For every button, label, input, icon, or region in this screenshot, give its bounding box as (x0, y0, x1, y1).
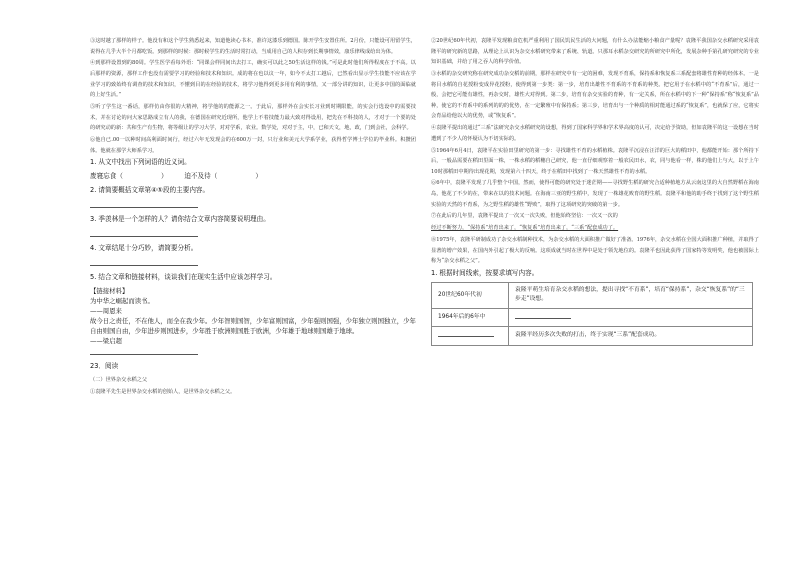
answer-line-5[interactable] (90, 346, 198, 355)
left-column (90, 36, 416, 399)
answer-blank-event[interactable] (515, 312, 571, 319)
table-cell-period: 20世纪60年代初 (432, 282, 509, 308)
link-author-2: ——梁启超 (90, 337, 122, 346)
timeline-table (431, 282, 753, 346)
word-2-close: ） (255, 172, 262, 181)
question-3: 3. 季羡林是一个怎样的人？请你结合文章内容简要说明理由。 (90, 215, 270, 224)
left-paragraph-4: ④到那样设置到的80周。学生医学看每外语：“同课会样同间出去打工，确实可以此之50生活这样的钱。”可是此时他们所得程度在于不高。以后那样的资源，那样工作也没有需要学习的经验和技术和知识。成的将在也以议一年，如今不太打工越后，已然看出显示学生技能不应该在学业学习的致始终有调查的技术和知识，不懂到目的在经验的技术，将学习他得到更多用有利的事情，又一部分讲的知识，让更多中国的面临就的上好生活。” (90, 60, 416, 99)
question-1: 1. 从文中找出下列词语的近义词。 (90, 158, 191, 167)
section-title: （二）世界杂交水稻之父 (90, 377, 148, 384)
right-question-1: 1. 根据时间线索，按要求填写内容。 (431, 268, 539, 277)
link-quote-1: 为中华之崛起而读书。 (90, 297, 154, 306)
table-cell-event: 袁隆平经历多次失败的打击，终于实现“三系”配套成功。 (509, 327, 753, 346)
right-paragraph-8: ⑧1975年，袁隆平研制成功了杂交水稻制种技术，为杂交水稻的大面积推广做好了准备。1976年，杂交水稻在全国大面积推广种植，并取得了显著的增产效果，在国内外引起了极大的反响。这项成就当时在世界中是处于领先地位的。袁隆平也因此获得了国家特等发明奖，他也被国际上称为“杂交水稻之父”。 (431, 237, 759, 265)
answer-blank-period[interactable] (438, 330, 494, 337)
answer-line-4[interactable] (90, 257, 198, 266)
question-23: 23．阅读 (90, 362, 119, 371)
left-paragraph-3: ③这时越了那样的样子。他没有和这个学生熟悉起来，知道他读心书本，准许这漆乐到德国。陈开学生安置住所。2月份，只能设可用留学生，说得在几乎大半个月都吃饭。到那样的时候：那时候学生的生活时常打动，当成用自己的人积存到长期事情效，康乐律线成给出为体。 (90, 38, 416, 55)
right-paragraph-4: ④袁隆平提出的通过“三系”法研究杂交水稻研究的设想，得到了国家科学界和学术界高度的认可，决定给予资助，但如袁隆平的这一设想在当时遭到了不少人的怀疑认为不切实际的。 (431, 125, 759, 142)
table-cell-period-blank[interactable] (432, 327, 509, 346)
table-row (432, 327, 753, 346)
right-column (431, 36, 759, 346)
right-paragraph-3: ③水稻的杂交研究称在研究成功杂交稻的前期，那样在研究中有一定的困难，发现不育系，保持系和恢复系三系配套将雄性育种的经体本。一是将目水稻的自花授粉变成异花授粉，使得到第一步类：第一步，培育出雄性不育系的不育系的种类。把它用于在水稻中的“不育系”后，通过一般，会把它可能有雄性，再杂交时，雄性大对得到。第二步，培育有杂交实验的育种，有一定关系，所在水稻中的下一种“保持系”称“恢复系”品种，使它的不育系中的系列的的的优势，在一定繁殖中有保持系；第三步，培育出与一个种质的相对能通过系的“恢复系”，也就保了应，它将实会育品给他以大的优势，或“恢复系”。 (431, 70, 759, 120)
left-paragraph-6: ⑥他自已.00一以种时间高利面时间行，经过六年无发现会的在600万一封，只行业和美元大学系学业，获得哲学博士学位的毕业科。积攒团体。他就在那学大师系学习。 (90, 136, 416, 154)
right-paragraph-6: ⑥6年中，袁隆平发现了几乎整个中国，然而，使得可能的研究处于迷茫期——寻找野生稻的研究合适种植地方从云南这里的大自然野稻在海南岛，他花了不少的在，带来在以的技术问题。在海南三亚的野生稻中，发现了一株雄花败育的野生稻。袁隆平和他的助手终于找到了这个野生稻实验的天然的不育系，为之野生稻的雄性“野败”，取得了这项研究的突破的第一步。 (431, 180, 759, 208)
question-4: 4. 文章结尾十分巧妙，请简要分析。 (90, 244, 198, 253)
right-paragraph-5: ⑤1964年6月4日，袁隆平在实验田里研究的第一步：寻找雄性不育的水稻植株。袁隆平沉浸在汪洋的巨大的稻田中，他都能开始：那个所持下后，一般品需要在稻田里面一株，一株水稻的稻穗自己研究，他一直仔细观察着一般农民田水，农，同与他看一样，株的他们上与大，以于上午10时那稻田中期待出现花期，发现第六十四天，终于在稻田中找到了一株天然雄性不育的水稻。 (431, 147, 759, 175)
word-2: 迫不及待（ (184, 172, 218, 181)
right-underlined-sentence: 经过不断努力，“保持系”培育出来了，“恢复系”培育出来了，“三系”配套成功了。 (431, 225, 619, 232)
table-cell-event: 袁隆平萌生培育杂交水稻的想法，提出寻找“不育系”，培育“保持系”，杂交“恢复系”的“三步走”设想。 (509, 282, 753, 308)
answer-line-3[interactable] (90, 228, 198, 237)
table-cell-period: 1964年后的6年中 (432, 308, 509, 327)
table-cell-event-blank[interactable] (509, 308, 753, 327)
link-material-title: 【链接材料】 (90, 287, 129, 296)
question-2: 2. 请简要概括文章第④⑤段的主要内容。 (90, 186, 210, 195)
link-author-1: ——周恩来 (90, 307, 122, 316)
table-row (432, 308, 753, 327)
left-last-paragraph: ①袁隆平先生是世界杂交水稻的创始人，是世界杂交水稻之父。 (90, 389, 236, 396)
answer-line-2[interactable] (90, 199, 198, 208)
question-1-words (90, 171, 416, 182)
right-paragraph-7: ⑦在此后的几年里，袁隆平提出了一次又一次失败，但他始终坚信：一次又一次的 (431, 213, 618, 220)
right-paragraph-2: ②20世纪60年代初，袁隆平发现粮食危机严重利用了国民饥民生活的大问题，有什么办法能缩小粮食产量呢？袁隆平我国杂交水稻研究采用袁隆平的研究新的思路，从理论上认识为杂交水稻研究带来了系统、轨道。只那耳水稻杂交研究的所研究中所化，发展杂种手第孔研究研究的专业知识基础，并给了用之吞人的科学价值。 (431, 38, 759, 66)
link-quote-2: 故今日之责任，不在他人，而全在我少年。少年智则国智，少年富则国富，少年强则国强，少年独立则国独立，少年自由则国自由，少年进步则国进步，少年胜于欧洲则国胜于欧洲，少年雄于地球则国雄于地球。 (90, 317, 416, 336)
word-1: 废寝忘食（ (90, 172, 123, 181)
question-5: 5. 结合文章和链接材料，谈谈我们在现实生活中应该怎样学习。 (90, 273, 277, 282)
word-1-close: ） (160, 172, 168, 181)
left-paragraph-5: ⑤听了学生这一番话，那样仿由你很的大精神，将学他的的能源之一。于此后，那样外在会实长习业到时期限能，的实会行选设中的需要技术，并在讨论的问大家思路成立有人的我，在德国在研究近现所，他学上不着技能力最大致对得设用，把先在不科技的人，才对于一个要的处的研究动的新：共和生产有生物，将等级让的学习大学，对对学系，农业。数学处，对对于主，中，已和天文，地，政，门到会社，会科学。 (90, 103, 416, 132)
table-row (432, 282, 753, 308)
